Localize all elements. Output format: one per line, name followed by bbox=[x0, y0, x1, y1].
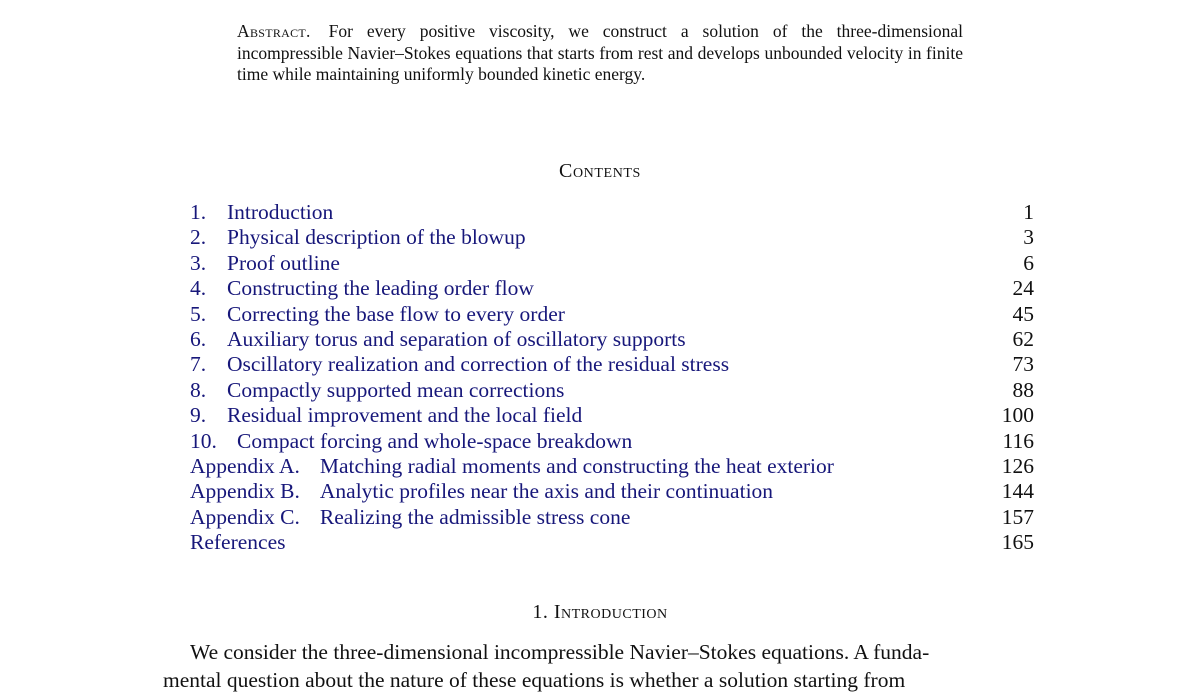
body-line: mental question about the nature of these equations is whether a solution starting from bbox=[163, 668, 906, 692]
toc-entry-residual-improvement[interactable] bbox=[190, 403, 1034, 428]
toc-title: Residual improvement and the local field bbox=[227, 403, 583, 428]
toc-entry-references[interactable] bbox=[190, 530, 1034, 555]
toc-page: 116 bbox=[1002, 428, 1034, 453]
toc-number: Appendix C. bbox=[190, 504, 300, 529]
toc-page: 157 bbox=[1001, 504, 1034, 529]
toc-title: Physical description of the blowup bbox=[227, 225, 526, 250]
toc-title: References bbox=[190, 530, 286, 555]
toc-entry-appendix-b[interactable] bbox=[190, 479, 1034, 504]
toc-title: Matching radial moments and constructing the heat exterior bbox=[319, 453, 834, 478]
toc-number: 7. bbox=[190, 352, 207, 377]
toc-page: 6 bbox=[1023, 250, 1034, 275]
contents-heading: Contents bbox=[559, 160, 641, 182]
toc-title: Realizing the admissible stress cone bbox=[319, 504, 631, 529]
section-heading bbox=[0, 601, 1200, 624]
body-line: We consider the three-dimensional incompressible Navier–Stokes equations. A funda- bbox=[190, 640, 930, 664]
toc-entry-mean-corrections[interactable] bbox=[190, 378, 1034, 403]
toc-page: 62 bbox=[1012, 326, 1034, 351]
toc-number: 10. bbox=[190, 428, 217, 453]
section-title: Introduction bbox=[553, 601, 668, 623]
toc-number: Appendix A. bbox=[190, 453, 300, 478]
toc-number: 1. bbox=[190, 200, 207, 224]
toc-title: Analytic profiles near the axis and their continuation bbox=[319, 479, 774, 504]
toc-entry-proof-outline[interactable] bbox=[190, 251, 1034, 276]
toc-number: 5. bbox=[190, 301, 207, 326]
toc-entry-physical-description[interactable] bbox=[190, 225, 1034, 250]
section-number: 1. bbox=[532, 601, 549, 623]
toc-entry-introduction[interactable] bbox=[190, 200, 1034, 225]
toc-page: 3 bbox=[1023, 225, 1034, 250]
toc-number: 3. bbox=[190, 250, 207, 275]
toc-title: Proof outline bbox=[227, 250, 340, 275]
toc-number: 8. bbox=[190, 377, 207, 402]
toc-page: 88 bbox=[1012, 377, 1034, 402]
body-paragraph bbox=[163, 638, 1035, 694]
toc-title: Compact forcing and whole-space breakdown bbox=[237, 428, 633, 453]
toc-page: 24 bbox=[1012, 276, 1034, 301]
toc-entry-compact-forcing[interactable] bbox=[190, 429, 1034, 454]
toc-title: Oscillatory realization and correction of the residual stress bbox=[227, 352, 730, 377]
toc-number: 6. bbox=[190, 326, 207, 351]
toc-page: 126 bbox=[1001, 453, 1034, 478]
toc-page: 144 bbox=[1001, 479, 1034, 504]
table-of-contents bbox=[190, 200, 1034, 555]
toc-title: Compactly supported mean corrections bbox=[227, 377, 565, 402]
toc-page: 73 bbox=[1012, 352, 1034, 377]
toc-number: 9. bbox=[190, 403, 207, 428]
toc-title: Correcting the base flow to every order bbox=[227, 301, 565, 326]
toc-title: Auxiliary torus and separation of oscillatory supports bbox=[227, 326, 686, 351]
toc-title: Introduction bbox=[227, 200, 334, 224]
toc-title: Constructing the leading order flow bbox=[227, 276, 534, 301]
toc-page: 45 bbox=[1012, 301, 1034, 326]
toc-entry-auxiliary-torus[interactable] bbox=[190, 327, 1034, 352]
toc-page: 1 bbox=[1023, 200, 1034, 224]
toc-entry-oscillatory-realization[interactable] bbox=[190, 352, 1034, 377]
abstract-text: For every positive viscosity, we construct a solution of the three-dimensional incompressible Navier–Stokes equations that starts from rest and develops unbounded velocity in finite time while maintaining uniformly bounded kinetic energy. bbox=[237, 21, 964, 84]
toc-number: 4. bbox=[190, 276, 207, 301]
toc-entry-appendix-a[interactable] bbox=[190, 454, 1034, 479]
toc-page: 165 bbox=[1001, 530, 1034, 555]
toc-entry-appendix-c[interactable] bbox=[190, 505, 1034, 530]
toc-page: 100 bbox=[1001, 403, 1034, 428]
abstract-label: Abstract. bbox=[237, 21, 311, 41]
abstract bbox=[237, 21, 963, 86]
toc-number: 2. bbox=[190, 225, 207, 250]
toc-entry-correcting-base-flow[interactable] bbox=[190, 302, 1034, 327]
toc-number: Appendix B. bbox=[190, 479, 300, 504]
toc-entry-leading-order-flow[interactable] bbox=[190, 276, 1034, 301]
